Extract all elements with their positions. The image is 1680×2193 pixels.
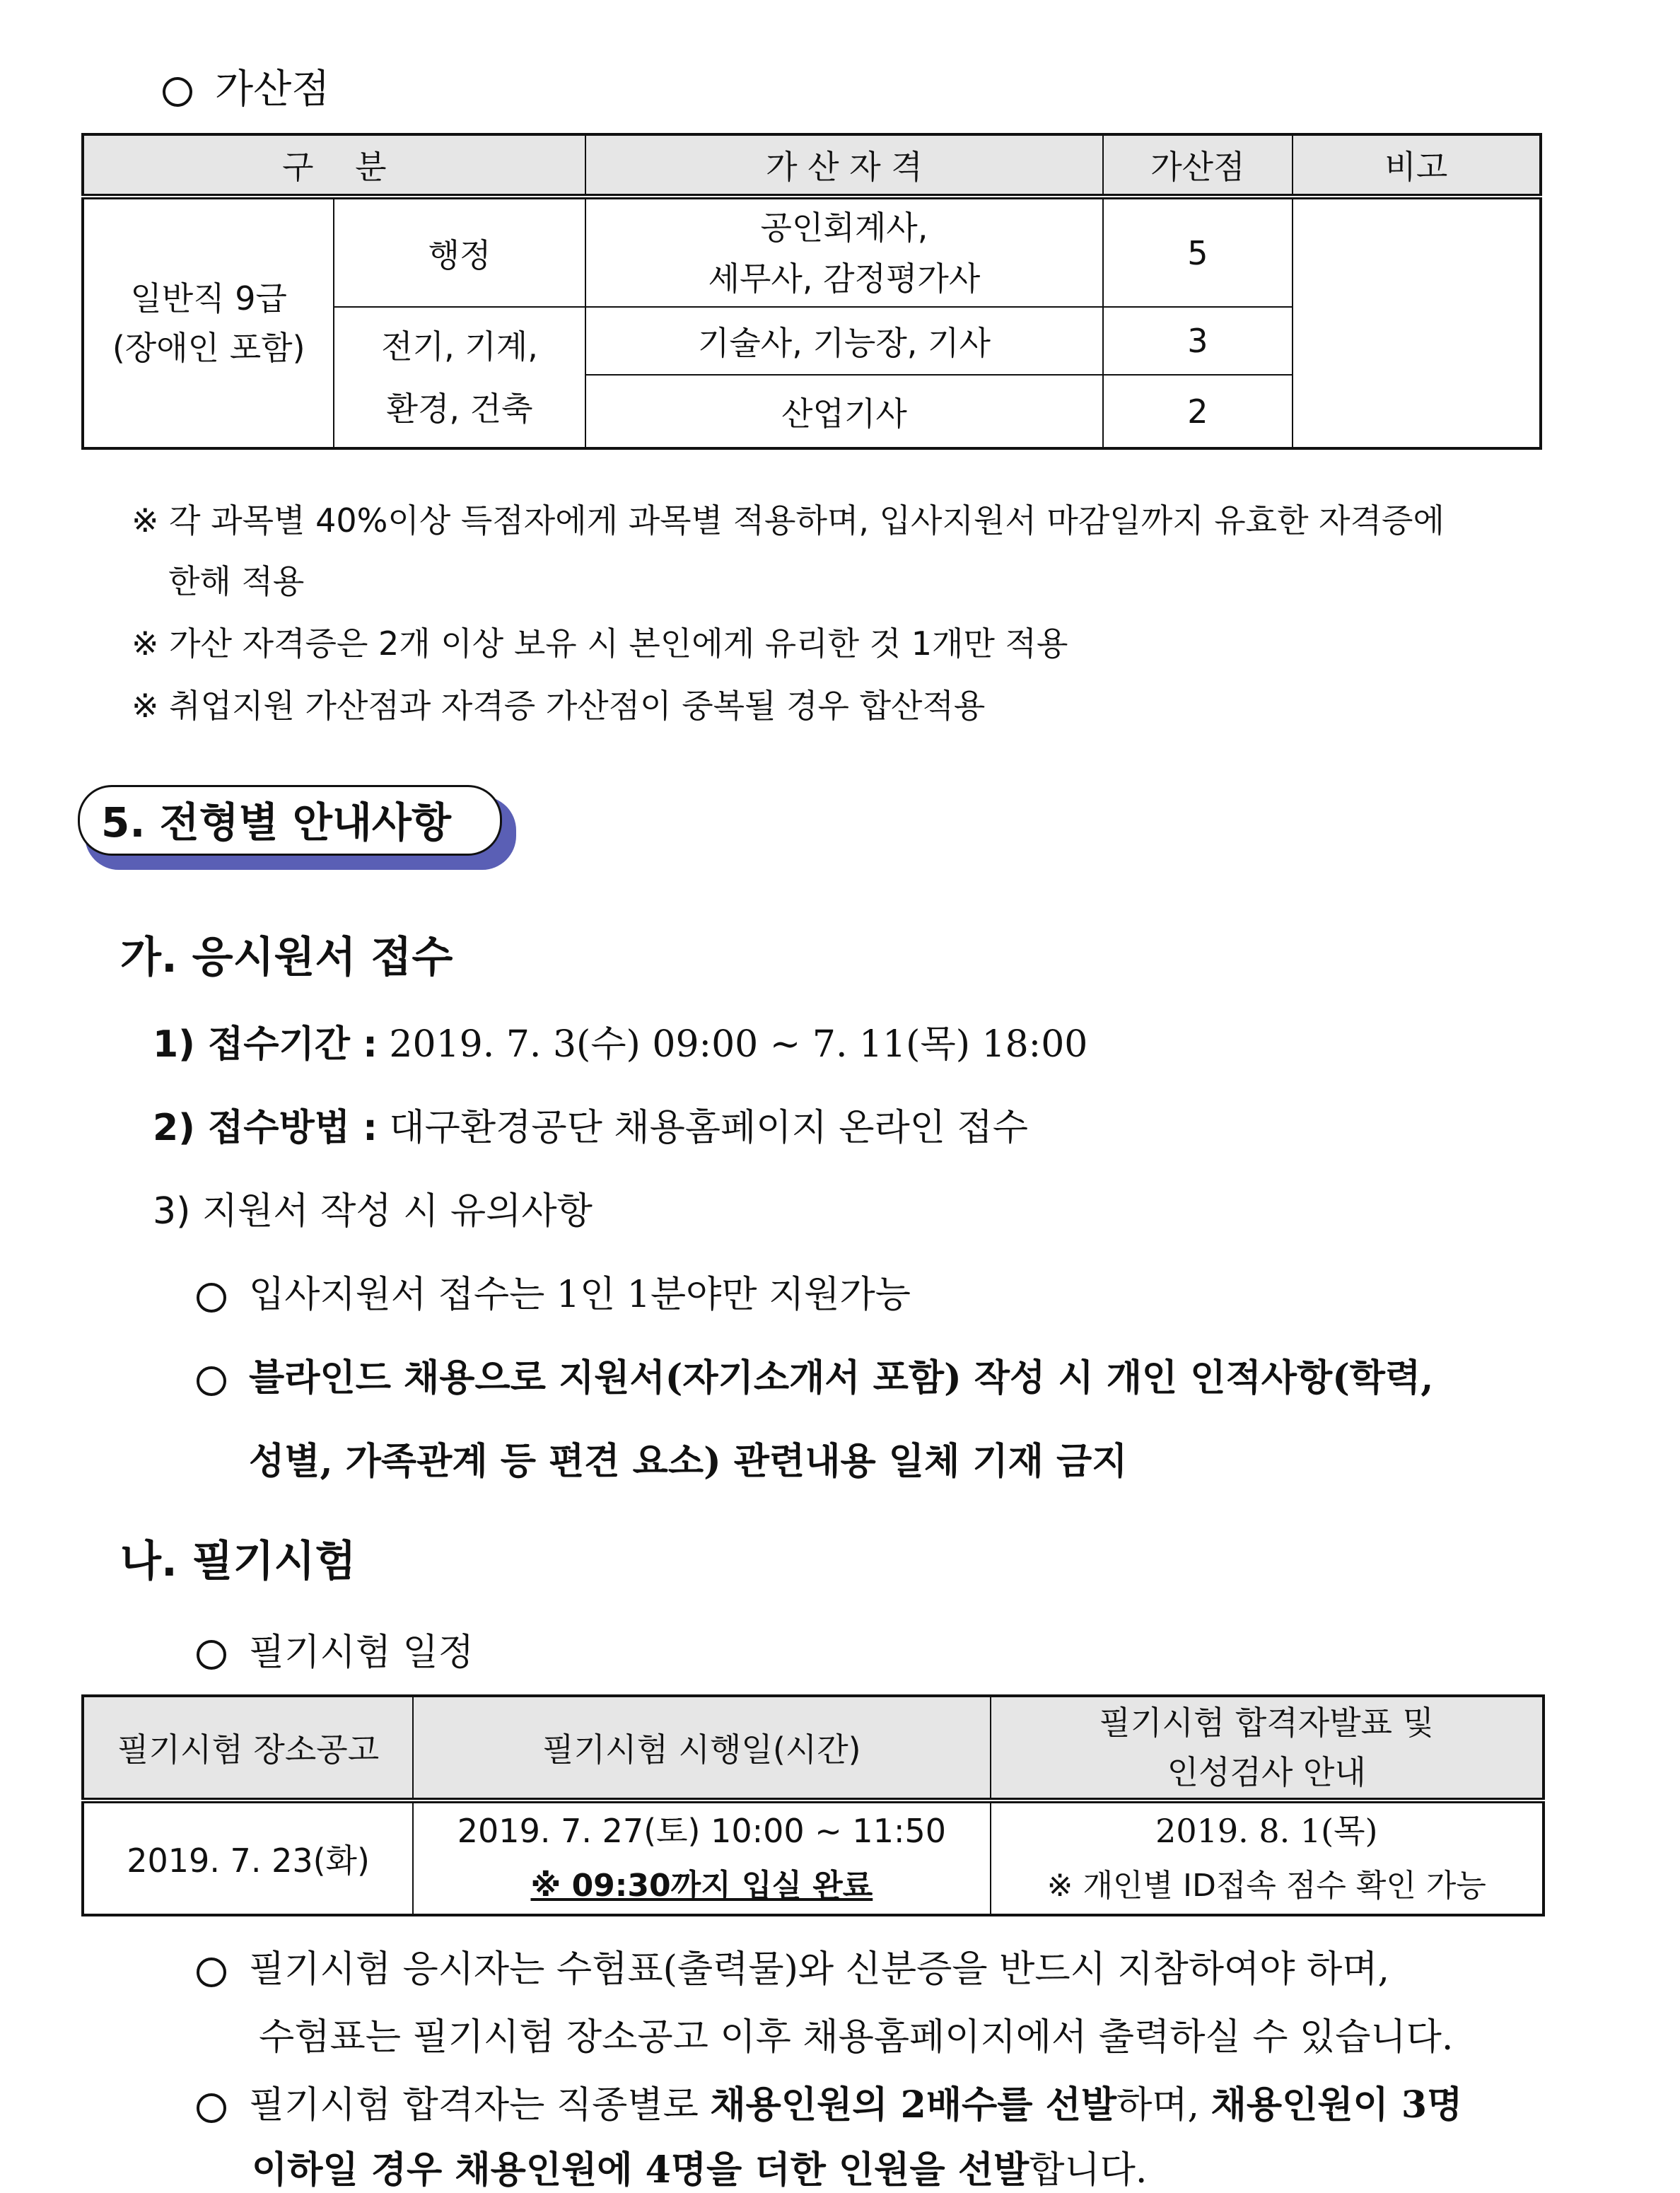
exam-bullet-2-bold2: 채용인원이 3명 (1211, 2083, 1463, 2127)
circle-bullet-icon (163, 77, 192, 107)
written-schedule-label (197, 1622, 474, 1675)
points-cell: 2 (1103, 375, 1292, 448)
apply-cautions: 3) 지원서 작성 시 유의사항 (153, 1190, 593, 1233)
exam-bullet-2-part1: 필기시험 합격자는 직종별로 (249, 2084, 711, 2127)
circle-bullet-icon (197, 1366, 226, 1396)
field-tech-cell: 전기, 기계, 환경, 건축 (334, 307, 585, 448)
venue-notice-date: 2019. 7. 23(화) (83, 1801, 413, 1915)
circle-bullet-icon (197, 2093, 226, 2123)
exam-bullet-2-part2: 하며, (1116, 2084, 1211, 2127)
written-exam-table (81, 1694, 1545, 1916)
caution-bullet-1-text: 입사지원서 접수는 1인 1분야만 지원가능 (249, 1274, 911, 1316)
remarks-cell (1293, 197, 1541, 448)
exam-bullet-2-bold1: 채용인원의 2배수를 선발 (710, 2083, 1117, 2127)
exam-bullet-1 (197, 1939, 1389, 1992)
apply-period-label: 1) 접수기간 : (153, 1023, 378, 1066)
exam-bullet-2-line2-bold: 이하일 경우 채용인원에 4명을 더한 인원을 선발 (252, 2148, 1029, 2192)
section-title-tab (78, 785, 511, 864)
field-admin-cell: 행정 (334, 197, 585, 307)
circle-bullet-icon (197, 1640, 226, 1670)
circle-bullet-icon (197, 1958, 226, 1987)
apply-method-label: 2) 접수방법 : (153, 1107, 378, 1149)
caution-bullet-2-text: 블라인드 채용으로 지원서(자기소개서 포함) 작성 시 개인 인적사항(학력, (249, 1356, 1434, 1400)
qual-cell: 공인회계사, 세무사, 감정평가사 (585, 197, 1103, 307)
qual-cell: 기술사, 기능장, 기사 (585, 307, 1103, 375)
result-cell (991, 1801, 1544, 1915)
exam-date-cell (413, 1801, 990, 1915)
result-date: 2019. 8. 1(목) (1155, 1812, 1378, 1850)
apply-method (153, 1098, 1028, 1151)
circle-bullet-icon (197, 1283, 226, 1313)
col-header-remarks: 비고 (1293, 134, 1541, 197)
exam-bullet-2 (197, 2075, 1462, 2128)
exam-bullet-1-text: 필기시험 응시자는 수험표(출력물)와 신분증을 반드시 지참하여야 하며, (249, 1948, 1390, 1991)
bonus-table (81, 133, 1542, 450)
subsection-a-heading: 가. 응시원서 접수 (120, 933, 453, 982)
col-header-category: 구 분 (83, 134, 585, 197)
category-group-cell: 일반직 9급 (장애인 포함) (83, 197, 334, 448)
apply-method-value: 대구환경공단 채용홈페이지 온라인 접수 (389, 1107, 1028, 1149)
exam-bullet-2-line2-end: 합니다. (1029, 2149, 1148, 2192)
section-title: 5. 전형별 안내사항 (78, 785, 502, 856)
note-1-cont: 한해 적용 (168, 562, 305, 600)
subsection-b-heading: 나. 필기시험 (120, 1537, 356, 1586)
caution-bullet-1 (197, 1264, 911, 1317)
bonus-heading-text: 가산점 (215, 66, 330, 112)
qual-cell: 산업기사 (585, 375, 1103, 448)
note-1: ※ 각 과목별 40%이상 득점자에게 과목별 적용하며, 입사지원서 마감일까지 유효한 자격증에 (132, 501, 1445, 540)
col-header-exam-date: 필기시험 시행일(시간) (413, 1696, 990, 1801)
note-2: ※ 가산 자격증은 2개 이상 보유 시 본인에게 유리한 것 1개만 적용 (132, 624, 1068, 663)
caution-bullet-2-cont: 성별, 가족관계 등 편견 요소) 관련내용 일체 기재 금지 (249, 1440, 1128, 1483)
exam-bullet-1-cont: 수험표는 필기시험 장소공고 이후 채용홈페이지에서 출력하실 수 있습니다. (259, 2016, 1454, 2059)
written-schedule-text: 필기시험 일정 (249, 1631, 474, 1674)
result-note: ※ 개인별 ID접속 점수 확인 가능 (1046, 1868, 1486, 1904)
col-header-points: 가산점 (1103, 134, 1292, 197)
exam-entry-note: ※ 09:30까지 입실 완료 (530, 1868, 873, 1904)
col-header-venue-notice: 필기시험 장소공고 (83, 1696, 413, 1801)
points-cell: 3 (1103, 307, 1292, 375)
col-header-qualification: 가 산 자 격 (585, 134, 1103, 197)
exam-bullet-2-cont (252, 2140, 1147, 2193)
points-cell: 5 (1103, 197, 1292, 307)
apply-period-value: 2019. 7. 3(수) 09:00 ~ 7. 11(목) 18:00 (389, 1023, 1088, 1066)
note-3: ※ 취업지원 가산점과 자격증 가산점이 중복될 경우 합산적용 (132, 687, 986, 725)
caution-bullet-2 (197, 1348, 1433, 1401)
bonus-heading (163, 58, 329, 115)
col-header-result: 필기시험 합격자발표 및 인성검사 안내 (991, 1696, 1544, 1801)
apply-period (153, 1014, 1087, 1067)
exam-date: 2019. 7. 27(토) 10:00 ~ 11:50 (457, 1812, 946, 1850)
